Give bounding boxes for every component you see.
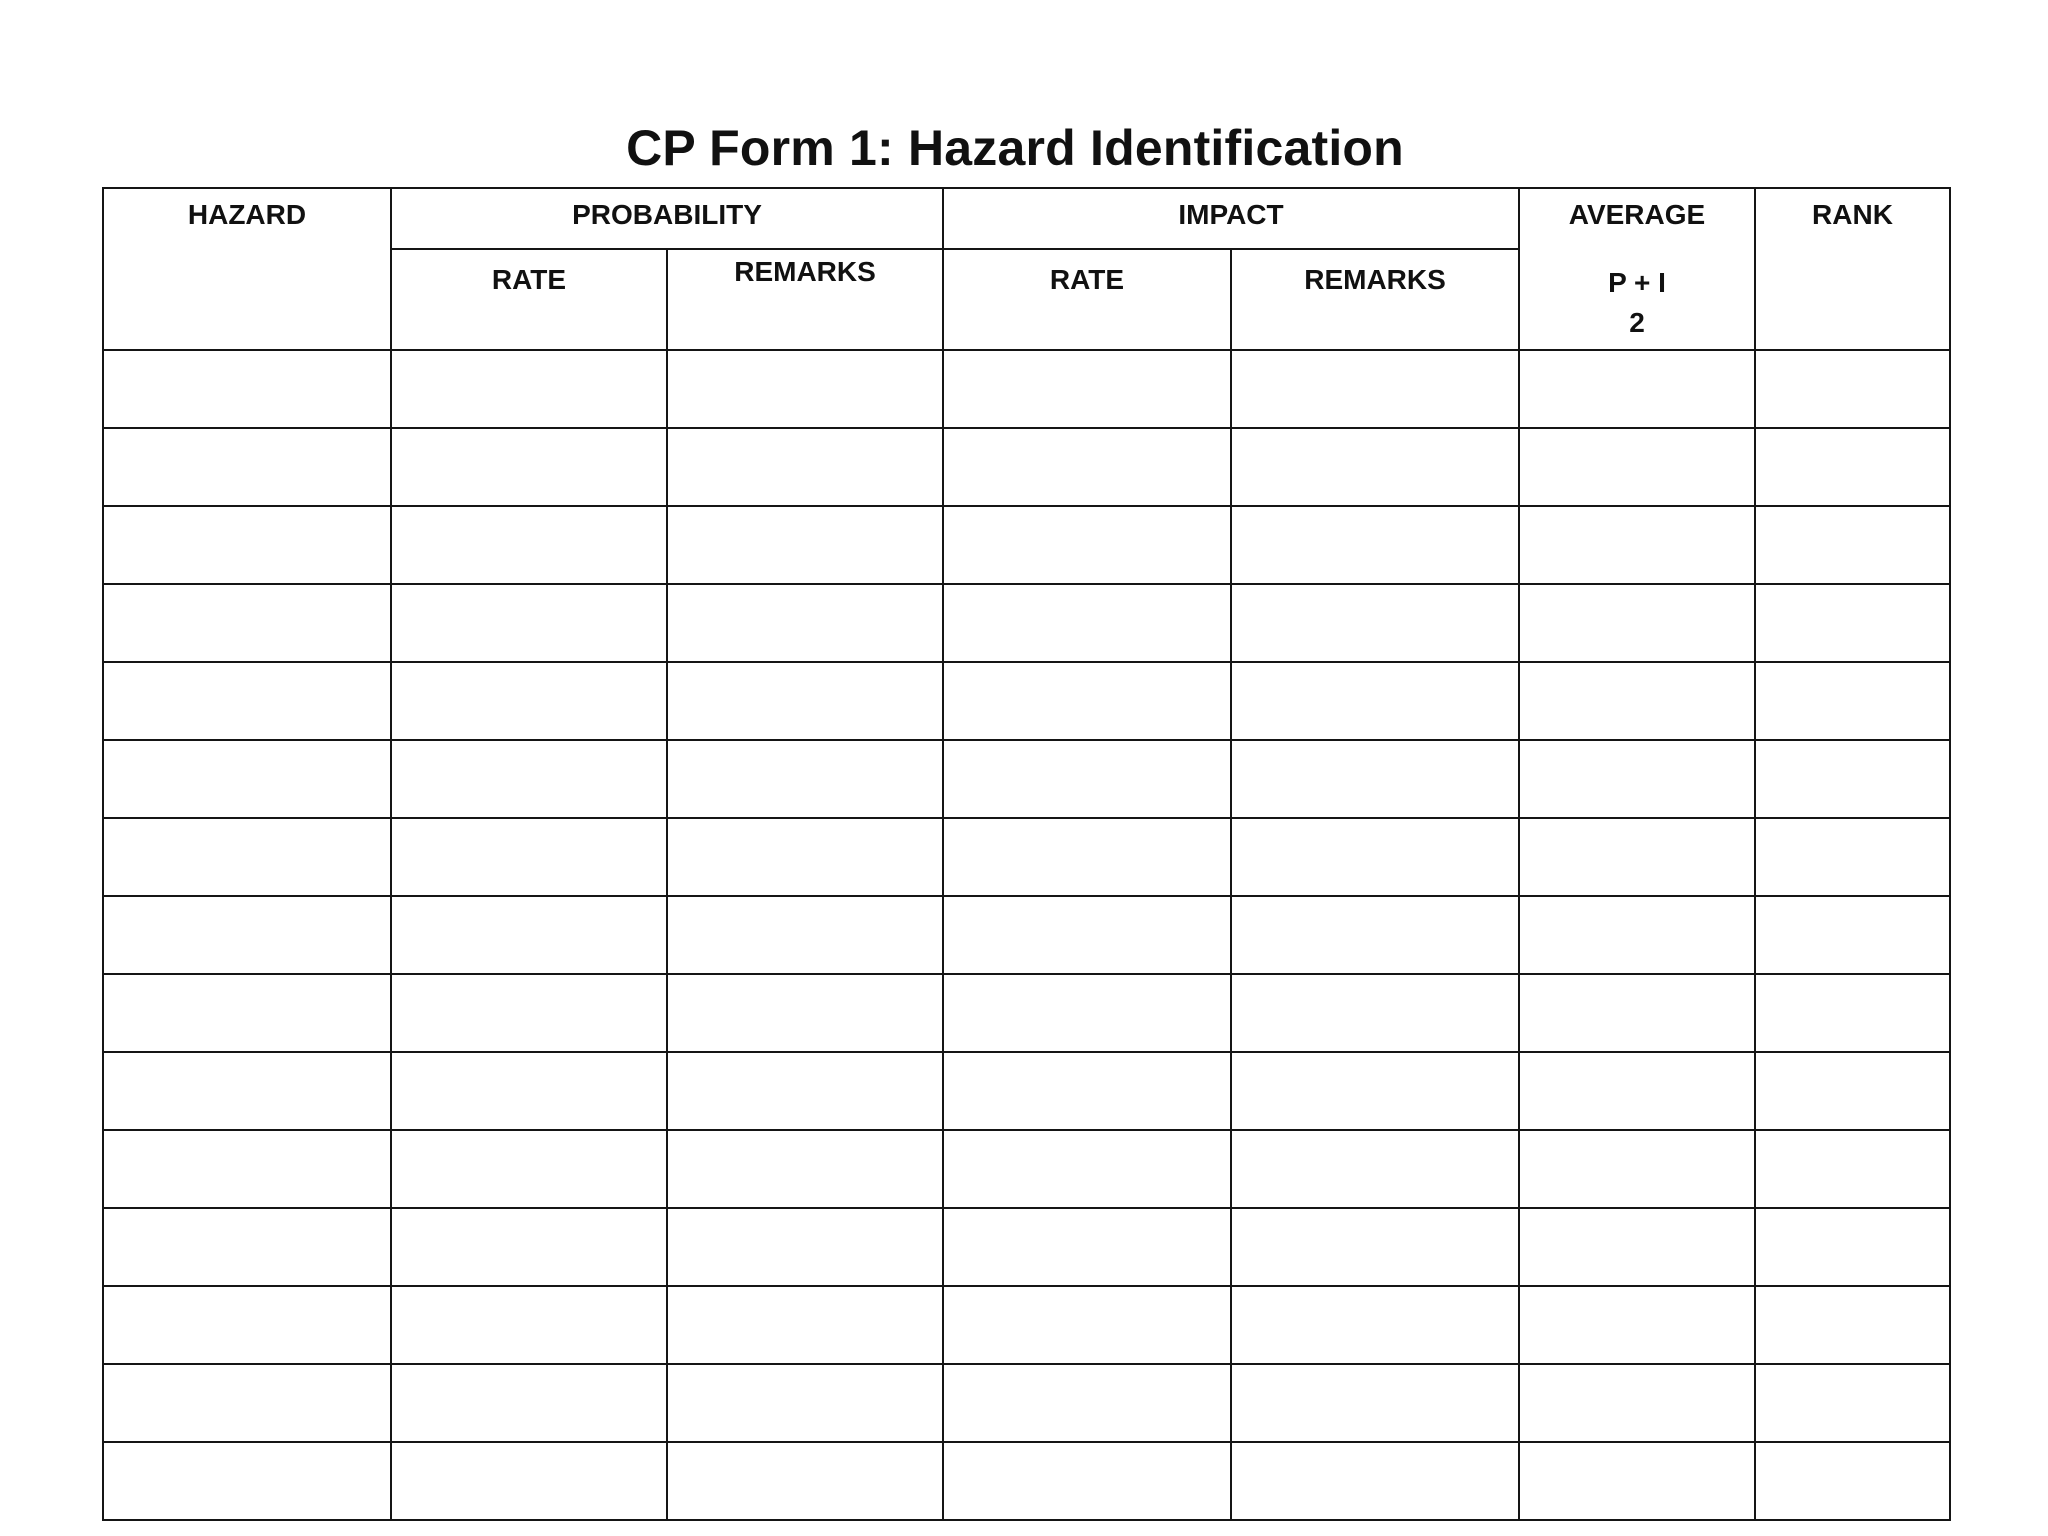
average-cell[interactable]	[1519, 740, 1755, 818]
average-header	[1519, 188, 1755, 350]
average-cell[interactable]	[1519, 1052, 1755, 1130]
impact-rate-cell[interactable]	[943, 1130, 1231, 1208]
hazard-cell[interactable]	[103, 350, 391, 428]
impact-rate-cell[interactable]	[943, 1052, 1231, 1130]
hazard-cell[interactable]	[103, 428, 391, 506]
table-row	[103, 350, 1950, 428]
hazard-header	[103, 188, 391, 350]
hazard-cell[interactable]	[103, 506, 391, 584]
impact-remarks-cell[interactable]	[1231, 428, 1519, 506]
average-cell[interactable]	[1519, 584, 1755, 662]
probability-header-label: PROBABILITY	[572, 199, 762, 230]
table-row	[103, 1364, 1950, 1442]
hazard-identification-table	[102, 187, 1951, 1521]
rank-header	[1755, 188, 1950, 350]
impact-remarks-cell[interactable]	[1231, 350, 1519, 428]
hazard-cell[interactable]	[103, 584, 391, 662]
probability-remarks-header	[667, 249, 943, 350]
impact-rate-cell[interactable]	[943, 584, 1231, 662]
rank-cell[interactable]	[1755, 1442, 1950, 1520]
rank-cell[interactable]	[1755, 662, 1950, 740]
table-row	[103, 896, 1950, 974]
probability-rate-cell[interactable]	[391, 584, 667, 662]
probability-remarks-cell[interactable]	[667, 1130, 943, 1208]
table-row	[103, 662, 1950, 740]
rank-cell[interactable]	[1755, 974, 1950, 1052]
table-row	[103, 1052, 1950, 1130]
table-row	[103, 1442, 1950, 1520]
impact-remarks-header	[1231, 249, 1519, 350]
table-row	[103, 974, 1950, 1052]
average-formula	[1520, 263, 1754, 343]
probability-remarks-cell[interactable]	[667, 1052, 943, 1130]
probability-remarks-cell[interactable]	[667, 740, 943, 818]
probability-remarks-cell[interactable]	[667, 1286, 943, 1364]
page-title: CP Form 1: Hazard Identification	[626, 120, 1404, 176]
probability-rate-label: RATE	[491, 264, 567, 295]
impact-remarks-cell[interactable]	[1231, 506, 1519, 584]
average-cell[interactable]	[1519, 1286, 1755, 1364]
rank-cell[interactable]	[1755, 506, 1950, 584]
probability-rate-cell[interactable]	[391, 1286, 667, 1364]
table-row	[103, 584, 1950, 662]
hazard-cell[interactable]	[103, 818, 391, 896]
probability-remarks-cell[interactable]	[667, 506, 943, 584]
probability-remarks-cell[interactable]	[667, 1364, 943, 1442]
impact-rate-cell[interactable]	[943, 1208, 1231, 1286]
hazard-cell[interactable]	[103, 896, 391, 974]
probability-rate-cell[interactable]	[391, 974, 667, 1052]
impact-rate-cell[interactable]	[943, 350, 1231, 428]
probability-rate-cell[interactable]	[391, 662, 667, 740]
table-row	[103, 740, 1950, 818]
impact-remarks-cell[interactable]	[1231, 1052, 1519, 1130]
impact-remarks-cell[interactable]	[1231, 584, 1519, 662]
rank-cell[interactable]	[1755, 896, 1950, 974]
impact-rate-cell[interactable]	[943, 428, 1231, 506]
probability-rate-cell[interactable]	[391, 818, 667, 896]
impact-remarks-cell[interactable]	[1231, 1442, 1519, 1520]
hazard-cell[interactable]	[103, 1286, 391, 1364]
impact-remarks-label: REMARKS	[1304, 264, 1446, 295]
average-formula-numerator: P + I	[1608, 267, 1666, 298]
rank-cell[interactable]	[1755, 428, 1950, 506]
impact-remarks-cell[interactable]	[1231, 1208, 1519, 1286]
probability-rate-cell[interactable]	[391, 1364, 667, 1442]
table-row	[103, 428, 1950, 506]
hazard-cell[interactable]	[103, 1130, 391, 1208]
impact-rate-cell[interactable]	[943, 1286, 1231, 1364]
table-row	[103, 818, 1950, 896]
rank-cell[interactable]	[1755, 350, 1950, 428]
average-cell[interactable]	[1519, 662, 1755, 740]
impact-remarks-cell[interactable]	[1231, 818, 1519, 896]
probability-rate-cell[interactable]	[391, 506, 667, 584]
hazard-cell[interactable]	[103, 974, 391, 1052]
impact-rate-cell[interactable]	[943, 662, 1231, 740]
impact-rate-header	[943, 249, 1231, 350]
probability-rate-cell[interactable]	[391, 428, 667, 506]
hazard-header-label: HAZARD	[187, 199, 307, 230]
impact-rate-cell[interactable]	[943, 818, 1231, 896]
impact-remarks-cell[interactable]	[1231, 1130, 1519, 1208]
table-row	[103, 1130, 1950, 1208]
impact-remarks-cell[interactable]	[1231, 896, 1519, 974]
rank-cell[interactable]	[1755, 740, 1950, 818]
table-row	[103, 1208, 1950, 1286]
average-header-label: AVERAGE	[1568, 199, 1706, 230]
probability-rate-header	[391, 249, 667, 350]
probability-remarks-cell[interactable]	[667, 1208, 943, 1286]
probability-rate-cell[interactable]	[391, 896, 667, 974]
impact-rate-label: RATE	[1049, 264, 1125, 295]
average-cell[interactable]	[1519, 1208, 1755, 1286]
probability-rate-cell[interactable]	[391, 350, 667, 428]
probability-rate-cell[interactable]	[391, 740, 667, 818]
probability-remarks-cell[interactable]	[667, 974, 943, 1052]
average-cell[interactable]	[1519, 896, 1755, 974]
rank-cell[interactable]	[1755, 584, 1950, 662]
average-cell[interactable]	[1519, 818, 1755, 896]
impact-rate-cell[interactable]	[943, 740, 1231, 818]
rank-header-label: RANK	[1812, 199, 1893, 230]
impact-rate-cell[interactable]	[943, 974, 1231, 1052]
probability-remarks-cell[interactable]	[667, 1442, 943, 1520]
probability-rate-cell[interactable]	[391, 1442, 667, 1520]
probability-remarks-cell[interactable]	[667, 350, 943, 428]
table-row	[103, 1286, 1950, 1364]
probability-remarks-label: REMARKS	[734, 256, 876, 287]
rank-cell[interactable]	[1755, 818, 1950, 896]
rank-cell[interactable]	[1755, 1052, 1950, 1130]
average-cell[interactable]	[1519, 974, 1755, 1052]
probability-remarks-cell[interactable]	[667, 896, 943, 974]
table-header	[103, 188, 1950, 350]
impact-header	[943, 188, 1519, 249]
average-cell[interactable]	[1519, 1130, 1755, 1208]
hazard-cell[interactable]	[103, 740, 391, 818]
table-body	[103, 350, 1950, 1520]
rank-cell[interactable]	[1755, 1130, 1950, 1208]
impact-remarks-cell[interactable]	[1231, 1286, 1519, 1364]
average-formula-denominator: 2	[1629, 307, 1645, 338]
average-cell[interactable]	[1519, 506, 1755, 584]
impact-rate-cell[interactable]	[943, 506, 1231, 584]
rank-cell[interactable]	[1755, 1208, 1950, 1286]
probability-rate-cell[interactable]	[391, 1130, 667, 1208]
average-cell[interactable]	[1519, 428, 1755, 506]
probability-remarks-cell[interactable]	[667, 818, 943, 896]
average-cell[interactable]	[1519, 1442, 1755, 1520]
probability-remarks-cell[interactable]	[667, 662, 943, 740]
hazard-cell[interactable]	[103, 1208, 391, 1286]
hazard-cell[interactable]	[103, 1052, 391, 1130]
impact-rate-cell[interactable]	[943, 896, 1231, 974]
table-row	[103, 506, 1950, 584]
header-row-main	[103, 188, 1950, 249]
rank-cell[interactable]	[1755, 1286, 1950, 1364]
rank-cell[interactable]	[1755, 1364, 1950, 1442]
probability-rate-cell[interactable]	[391, 1052, 667, 1130]
probability-remarks-cell[interactable]	[667, 584, 943, 662]
impact-remarks-cell[interactable]	[1231, 974, 1519, 1052]
impact-rate-cell[interactable]	[943, 1442, 1231, 1520]
impact-remarks-cell[interactable]	[1231, 740, 1519, 818]
hazard-cell[interactable]	[103, 662, 391, 740]
average-cell[interactable]	[1519, 1364, 1755, 1442]
impact-rate-cell[interactable]	[943, 1364, 1231, 1442]
average-cell[interactable]	[1519, 350, 1755, 428]
probability-rate-cell[interactable]	[391, 1208, 667, 1286]
hazard-cell[interactable]	[103, 1442, 391, 1520]
probability-header	[391, 188, 943, 249]
impact-header-label: IMPACT	[1178, 199, 1284, 230]
impact-remarks-cell[interactable]	[1231, 662, 1519, 740]
hazard-cell[interactable]	[103, 1364, 391, 1442]
probability-remarks-cell[interactable]	[667, 428, 943, 506]
impact-remarks-cell[interactable]	[1231, 1364, 1519, 1442]
